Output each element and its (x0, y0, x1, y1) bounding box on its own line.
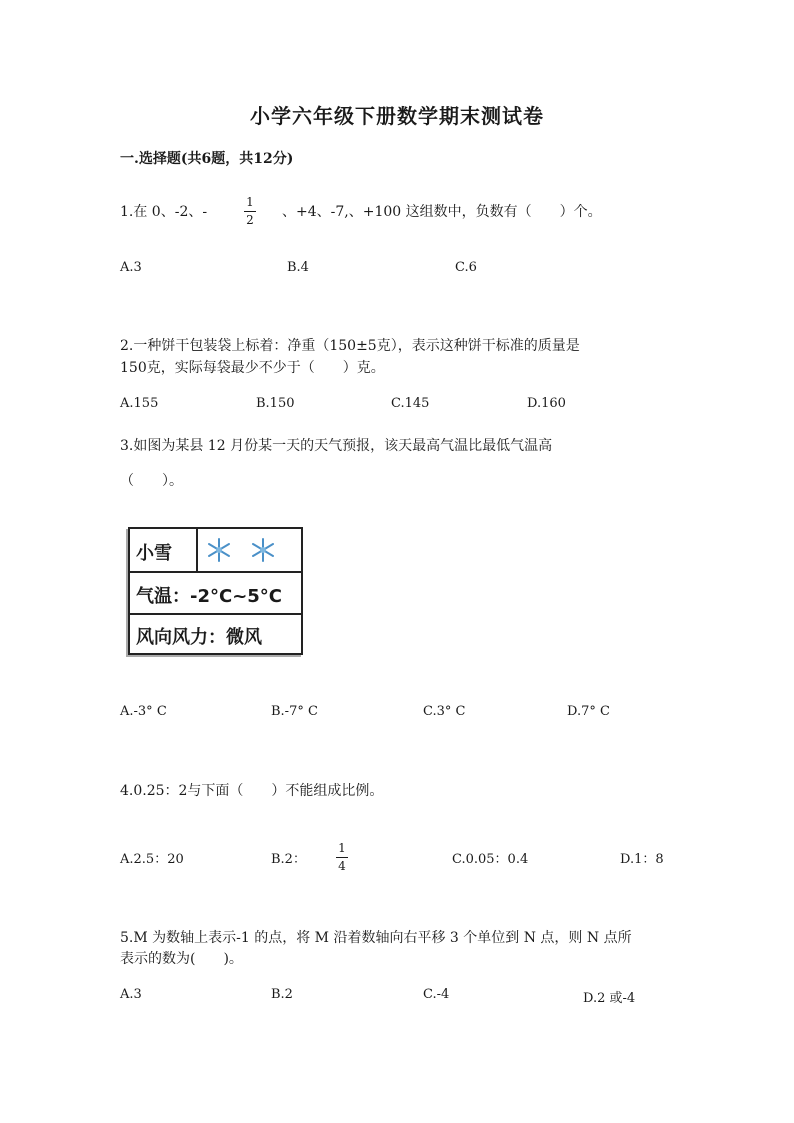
q4-option-a[interactable]: A.2.5：20 (120, 852, 184, 867)
q2-option-c[interactable]: C.145 (391, 396, 430, 411)
snowflake-icon (206, 537, 232, 563)
q5-option-b[interactable]: B.2 (271, 987, 293, 1002)
question-2-line-1: 2.一种饼干包装袋上标着：净重（150±5克），表示这种饼干标准的质量是 (120, 338, 580, 354)
fraction-numerator: 1 (338, 841, 346, 855)
q3-option-b[interactable]: B.-7° C (271, 704, 318, 719)
q2-option-b[interactable]: B.150 (256, 396, 295, 411)
q1-option-b[interactable]: B.4 (287, 260, 309, 275)
q4-option-b[interactable]: B.2： (271, 852, 306, 867)
snowflake-icon (250, 537, 276, 563)
q3-option-c[interactable]: C.3° C (423, 704, 466, 719)
fraction-numerator: 1 (246, 195, 254, 209)
fraction-bar (336, 857, 348, 858)
question-3-line-1: 3.如图为某县 12 月份某一天的天气预报，该天最高气温比最低气温高 (120, 438, 553, 454)
question-1-prefix: 1.在 0、-2、- (120, 204, 208, 220)
question-1-fraction (244, 196, 256, 227)
weather-wind: 风向风力：微风 (136, 627, 262, 648)
section-heading: 一.选择题(共6题，共12分) (120, 151, 294, 167)
q4-option-b-fraction (336, 842, 348, 873)
q5-option-c[interactable]: C.-4 (423, 987, 450, 1002)
weather-condition: 小雪 (136, 543, 172, 564)
weather-row-condition (130, 529, 301, 573)
weather-row-temperature (130, 573, 301, 615)
weather-forecast-card (128, 527, 303, 655)
question-5-line-2: 表示的数为( )。 (120, 951, 243, 967)
q2-option-a[interactable]: A.155 (120, 396, 159, 411)
fraction-denominator: 4 (338, 859, 346, 873)
q3-option-d[interactable]: D.7° C (567, 704, 610, 719)
fraction-denominator: 2 (246, 213, 254, 227)
q4-option-c[interactable]: C.0.05：0.4 (452, 852, 529, 867)
q5-option-d[interactable]: D.2 或-4 (583, 991, 636, 1006)
weather-temperature: 气温：-2°C~5°C (136, 586, 283, 607)
q5-option-a[interactable]: A.3 (120, 987, 142, 1002)
question-1-suffix: 、+4、-7,、+100 这组数中，负数有（ ）个。 (282, 204, 602, 220)
weather-divider (196, 529, 198, 571)
q1-option-c[interactable]: C.6 (455, 260, 477, 275)
page-title: 小学六年级下册数学期末测试卷 (250, 104, 544, 128)
question-5-line-1: 5.M 为数轴上表示-1 的点，将 M 沿着数轴向右平移 3 个单位到 N 点，则 N 点所 (120, 930, 632, 946)
question-3-line-2: （ ）。 (120, 473, 183, 489)
q1-option-a[interactable]: A.3 (120, 260, 142, 275)
q4-option-d[interactable]: D.1：8 (620, 852, 664, 867)
q3-option-a[interactable]: A.-3° C (120, 704, 167, 719)
question-2-line-2: 150克，实际每袋最少不少于（ ）克。 (120, 360, 385, 376)
weather-row-wind (130, 615, 301, 655)
q2-option-d[interactable]: D.160 (527, 396, 566, 411)
question-4-text: 4.0.25：2与下面（ ）不能组成比例。 (120, 783, 384, 799)
fraction-bar (244, 211, 256, 212)
